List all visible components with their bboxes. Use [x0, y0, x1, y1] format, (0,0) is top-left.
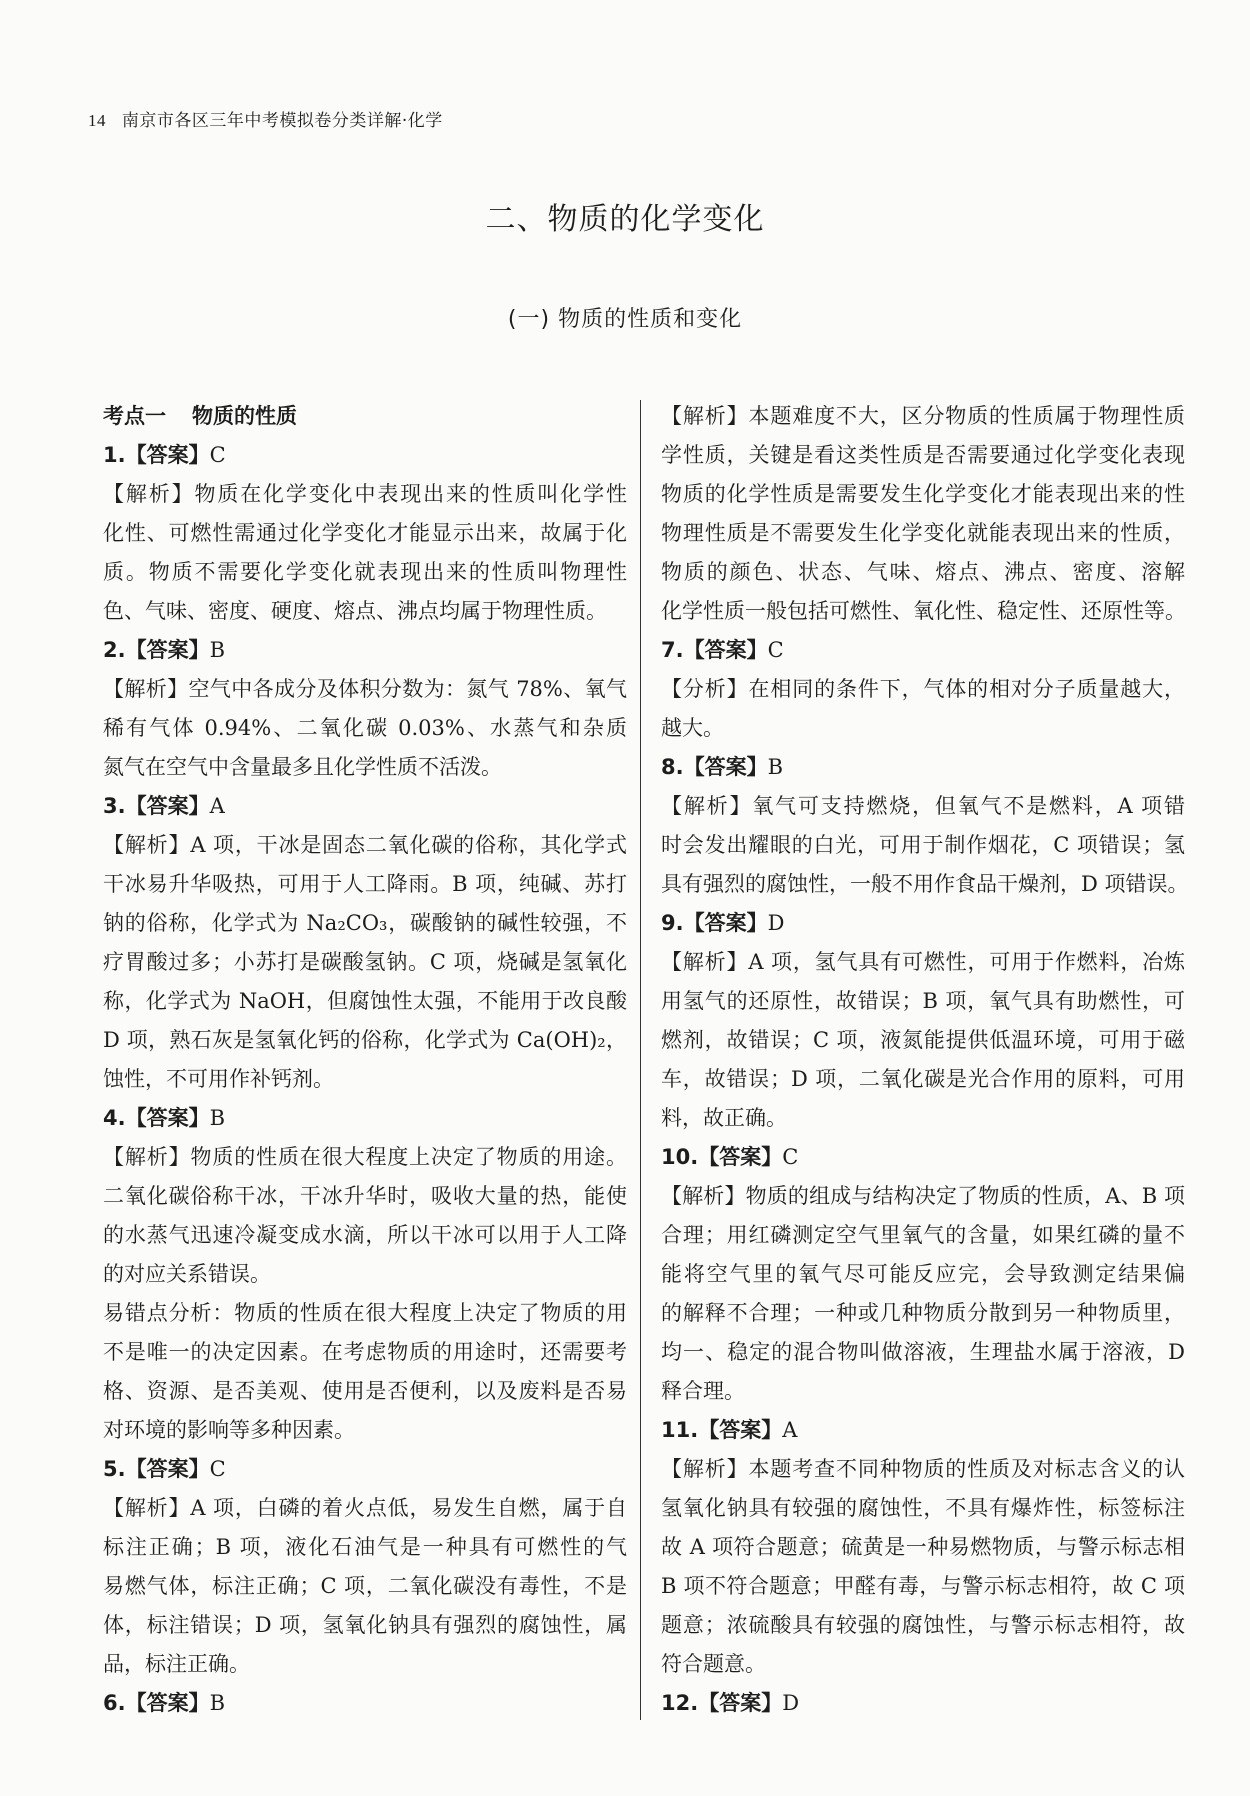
explanation-text: 符合题意。 — [661, 1652, 766, 1676]
explanation-label: 【解析】 — [661, 404, 749, 428]
explanation-text: 品，标注正确。 — [103, 1652, 250, 1676]
answer-line — [661, 1138, 1185, 1177]
explanation-text: 物质的性质在很大程度上决定了物质的用途。 — [190, 1145, 627, 1169]
answer-line — [661, 1684, 1185, 1723]
explanation-line — [103, 514, 627, 553]
explanation-text: 化性、可燃性需通过化学变化才能显示出来，故属于化 — [103, 521, 627, 545]
explanation-text: B 项不符合题意；甲醛有毒，与警示标志相符，故 C 项 — [661, 1574, 1185, 1598]
explanation-line — [103, 1489, 627, 1528]
left-column — [103, 397, 627, 1723]
explanation-line — [661, 709, 1185, 748]
explanation-text: D 项，熟石灰是氢氧化钙的俗称，化学式为 Ca(OH)₂， — [103, 1028, 627, 1052]
explanation-line — [661, 592, 1185, 631]
answer-value: B — [209, 638, 226, 662]
explanation-text: 能将空气里的氧气尽可能反应完，会导致测定结果偏 — [661, 1262, 1185, 1286]
explanation-line — [103, 1372, 627, 1411]
explanation-label: 【解析】 — [661, 1457, 749, 1481]
explanation-text: 故 A 项符合题意；硫黄是一种易燃物质，与警示标志相 — [661, 1535, 1185, 1559]
explanation-line — [661, 397, 1185, 436]
explanation-text: 色、气味、密度、硬度、熔点、沸点均属于物理性质。 — [103, 599, 607, 623]
explanation-line — [661, 553, 1185, 592]
explanation-text: 称，化学式为 NaOH，但腐蚀性太强，不能用于改良酸 — [103, 989, 627, 1013]
answer-line — [103, 436, 627, 475]
explanation-text: 物理性质是不需要发生化学变化就能表现出来的性质， — [661, 521, 1185, 545]
question-number: 1. — [103, 443, 126, 467]
explanation-line — [103, 1333, 627, 1372]
explanation-line — [103, 748, 627, 787]
explanation-text: 物质的化学性质是需要发生化学变化才能表现出来的性 — [661, 482, 1185, 506]
explanation-line — [103, 1606, 627, 1645]
explanation-text: 车，故错误；D 项，二氧化碳是光合作用的原料，可用 — [661, 1067, 1185, 1091]
explanation-line — [661, 1294, 1185, 1333]
explanation-line — [103, 1060, 627, 1099]
explanation-text: 的水蒸气迅速冷凝变成水滴，所以干冰可以用于人工降 — [103, 1223, 627, 1247]
explanation-label: 【解析】 — [103, 1496, 191, 1520]
explanation-text: 本题难度不大，区分物质的性质属于物理性质 — [748, 404, 1185, 428]
answer-value: B — [209, 1106, 226, 1130]
explanation-line — [661, 436, 1185, 475]
answer-value: A — [782, 1418, 798, 1442]
explanation-line — [661, 1060, 1185, 1099]
explanation-text: 在相同的条件下，气体的相对分子质量越大， — [748, 677, 1185, 701]
explanation-line — [103, 1216, 627, 1255]
question-number: 3. — [103, 794, 126, 818]
explanation-line — [103, 475, 627, 514]
explanation-text: 质。物质不需要化学变化就表现出来的性质叫物理性 — [103, 560, 627, 584]
explanation-text: 化学性质一般包括可燃性、氧化性、稳定性、还原性等。 — [661, 599, 1186, 623]
explanation-line — [103, 553, 627, 592]
answer-value: C — [767, 638, 784, 662]
book-title: 南京市各区三年中考模拟卷分类详解·化学 — [121, 111, 443, 131]
explanation-line — [661, 475, 1185, 514]
question-number: 9. — [661, 911, 684, 935]
explanation-line — [103, 592, 627, 631]
answer-line — [661, 631, 1185, 670]
explanation-line — [103, 904, 627, 943]
explanation-text: 易错点分析：物质的性质在很大程度上决定了物质的用 — [103, 1301, 627, 1325]
explanation-label: 【解析】 — [103, 482, 195, 506]
explanation-text: 题意；浓硫酸具有较强的腐蚀性，与警示标志相符，故 — [661, 1613, 1185, 1637]
explanation-text: 料，故正确。 — [661, 1106, 787, 1130]
explanation-text: 体，标注错误；D 项，氢氧化钠具有强烈的腐蚀性，属 — [103, 1613, 627, 1637]
explanation-line — [661, 982, 1185, 1021]
answer-value: D — [782, 1691, 800, 1715]
explanation-line — [661, 865, 1189, 904]
explanation-line — [661, 1021, 1185, 1060]
explanation-label: 【解析】 — [661, 1184, 746, 1208]
explanation-text: 对环境的影响等多种因素。 — [103, 1418, 355, 1442]
explanation-text: 二氧化碳俗称干冰，干冰升华时，吸收大量的热，能使 — [103, 1184, 627, 1208]
answer-label: 【答案】 — [125, 638, 210, 662]
answer-label: 【答案】 — [125, 794, 210, 818]
page-number: 14 — [88, 111, 106, 130]
explanation-line — [661, 943, 1185, 982]
explanation-line — [103, 1411, 627, 1450]
answer-label: 【答案】 — [125, 1691, 210, 1715]
explanation-line — [661, 1450, 1185, 1489]
explanation-text: 氢氧化钠具有较强的腐蚀性，不具有爆炸性，标签标注 — [661, 1496, 1185, 1520]
explanation-text: 越大。 — [661, 716, 724, 740]
explanation-line — [661, 1567, 1185, 1606]
answer-line — [661, 904, 1185, 943]
right-column — [661, 397, 1189, 1723]
explanation-line — [103, 826, 627, 865]
explanation-line — [661, 1645, 1185, 1684]
explanation-text: 合理；用红磷测定空气里氧气的含量，如果红磷的量不 — [661, 1223, 1185, 1247]
section-title: (一) 物质的性质和变化 — [507, 307, 743, 332]
explanation-text: 氧气可支持燃烧，但氧气不是燃料，A 项错 — [752, 794, 1185, 818]
explanation-line — [103, 943, 627, 982]
question-number: 5. — [103, 1457, 126, 1481]
explanation-line — [661, 1216, 1185, 1255]
explanation-line — [661, 1333, 1185, 1372]
question-number: 11. — [661, 1418, 699, 1442]
answer-label: 【答案】 — [125, 1106, 210, 1130]
explanation-line — [103, 1294, 627, 1333]
explanation-text: 时会发出耀眼的白光，可用于制作烟花，C 项错误；氢 — [661, 833, 1185, 857]
explanation-line — [661, 1255, 1185, 1294]
explanation-line — [103, 670, 627, 709]
question-number: 12. — [661, 1691, 699, 1715]
explanation-line — [103, 1138, 627, 1177]
explanation-text: A 项，白磷的着火点低，易发生自燃，属于自 — [190, 1496, 627, 1520]
explanation-text: 蚀性，不可用作补钙剂。 — [103, 1067, 334, 1091]
explanation-line — [103, 1177, 627, 1216]
answer-label: 【答案】 — [125, 443, 210, 467]
section-name: 物质的性质 — [192, 404, 297, 428]
explanation-line — [661, 1372, 1185, 1411]
explanation-line — [103, 1255, 627, 1294]
explanation-text: 均一、稳定的混合物叫做溶液，生理盐水属于溶液，D — [661, 1340, 1185, 1364]
explanation-text: 易燃气体，标注正确；C 项，二氧化碳没有毒性，不是 — [103, 1574, 627, 1598]
explanation-line — [661, 1489, 1185, 1528]
explanation-text: 物质的组成与结构决定了物质的性质，A、B 项 — [745, 1184, 1185, 1208]
explanation-line — [103, 709, 627, 748]
column-divider — [640, 400, 641, 1720]
answer-label: 【答案】 — [698, 1691, 783, 1715]
answer-label: 【答案】 — [698, 1418, 783, 1442]
explanation-line — [103, 982, 627, 1021]
answer-value: B — [767, 755, 784, 779]
explanation-text: 燃剂，故错误；C 项，液氮能提供低温环境，可用于磁 — [661, 1028, 1185, 1052]
explanation-text: 的解释不合理；一种或几种物质分散到另一种物质里， — [661, 1301, 1185, 1325]
explanation-line — [103, 865, 627, 904]
explanation-label: 【解析】 — [103, 677, 189, 701]
explanation-text: 物质的颜色、状态、气味、熔点、沸点、密度、溶解 — [661, 560, 1185, 584]
explanation-text: 本题考查不同种物质的性质及对标志含义的认 — [748, 1457, 1185, 1481]
answer-value: C — [782, 1145, 799, 1169]
explanation-line — [103, 1567, 627, 1606]
answer-label: 【答案】 — [683, 755, 768, 779]
explanation-line — [661, 826, 1185, 865]
section-heading — [103, 397, 627, 436]
explanation-text: 不是唯一的决定因素。在考虑物质的用途时，还需要考 — [103, 1340, 627, 1364]
explanation-text: 具有强烈的腐蚀性，一般不用作食品干燥剂，D 项错误。 — [661, 872, 1189, 896]
question-number: 2. — [103, 638, 126, 662]
answer-value: A — [209, 794, 225, 818]
explanation-text: 氮气在空气中含量最多且化学性质不活泼。 — [103, 755, 502, 779]
running-header — [88, 106, 443, 131]
answer-value: B — [209, 1691, 226, 1715]
answer-line — [103, 1450, 627, 1489]
answer-line — [103, 631, 627, 670]
explanation-text: 标注正确；B 项，液化石油气是一种具有可燃性的气 — [103, 1535, 627, 1559]
answer-label: 【答案】 — [683, 638, 768, 662]
explanation-line — [661, 670, 1185, 709]
section-number: 考点一 — [103, 404, 166, 428]
explanation-line — [661, 1177, 1185, 1216]
explanation-label: 【解析】 — [661, 794, 753, 818]
answer-label: 【答案】 — [698, 1145, 783, 1169]
question-number: 4. — [103, 1106, 126, 1130]
explanation-text: 学性质，关键是看这类性质是否需要通过化学变化表现 — [661, 443, 1185, 467]
explanation-label: 【解析】 — [103, 833, 191, 857]
explanation-text: 空气中各成分及体积分数为：氮气 78%、氧气 — [188, 677, 627, 701]
explanation-line — [661, 787, 1185, 826]
explanation-text: 用氢气的还原性，故错误；B 项，氧气具有助燃性，可 — [661, 989, 1185, 1013]
explanation-line — [661, 1099, 1185, 1138]
explanation-line — [661, 514, 1185, 553]
answer-line — [103, 1684, 627, 1723]
question-number: 10. — [661, 1145, 699, 1169]
explanation-text: 疗胃酸过多；小苏打是碳酸氢钠。C 项，烧碱是氢氧化 — [103, 950, 627, 974]
explanation-text: 释合理。 — [661, 1379, 745, 1403]
question-number: 7. — [661, 638, 684, 662]
explanation-label: 【解析】 — [103, 1145, 191, 1169]
explanation-text: A 项，干冰是固态二氧化碳的俗称，其化学式 — [190, 833, 627, 857]
answer-value: C — [209, 443, 226, 467]
explanation-line — [103, 1645, 627, 1684]
explanation-text: A 项，氢气具有可燃性，可用于作燃料，冶炼 — [748, 950, 1185, 974]
chapter-title: 二、物质的化学变化 — [485, 202, 765, 237]
explanation-text: 钠的俗称，化学式为 Na₂CO₃，碳酸钠的碱性较强，不 — [103, 911, 627, 935]
explanation-text: 干冰易升华吸热，可用于人工降雨。B 项，纯碱、苏打 — [103, 872, 627, 896]
explanation-text: 稀有气体 0.94%、二氧化碳 0.03%、水蒸气和杂质 — [103, 716, 627, 740]
explanation-text: 的对应关系错误。 — [103, 1262, 271, 1286]
question-number: 8. — [661, 755, 684, 779]
answer-value: C — [209, 1457, 226, 1481]
question-number: 6. — [103, 1691, 126, 1715]
explanation-line — [661, 1606, 1185, 1645]
answer-label: 【答案】 — [683, 911, 768, 935]
answer-line — [103, 787, 627, 826]
explanation-label: 【分析】 — [661, 677, 749, 701]
explanation-text: 格、资源、是否美观、使用是否便利，以及废料是否易 — [103, 1379, 627, 1403]
explanation-label: 【解析】 — [661, 950, 749, 974]
explanation-line — [103, 1021, 627, 1060]
answer-line — [103, 1099, 627, 1138]
answer-label: 【答案】 — [125, 1457, 210, 1481]
explanation-line — [103, 1528, 627, 1567]
answer-line — [661, 748, 1185, 787]
explanation-line — [661, 1528, 1185, 1567]
answer-line — [661, 1411, 1185, 1450]
explanation-text: 物质在化学变化中表现出来的性质叫化学性 — [194, 482, 627, 506]
answer-value: D — [767, 911, 785, 935]
